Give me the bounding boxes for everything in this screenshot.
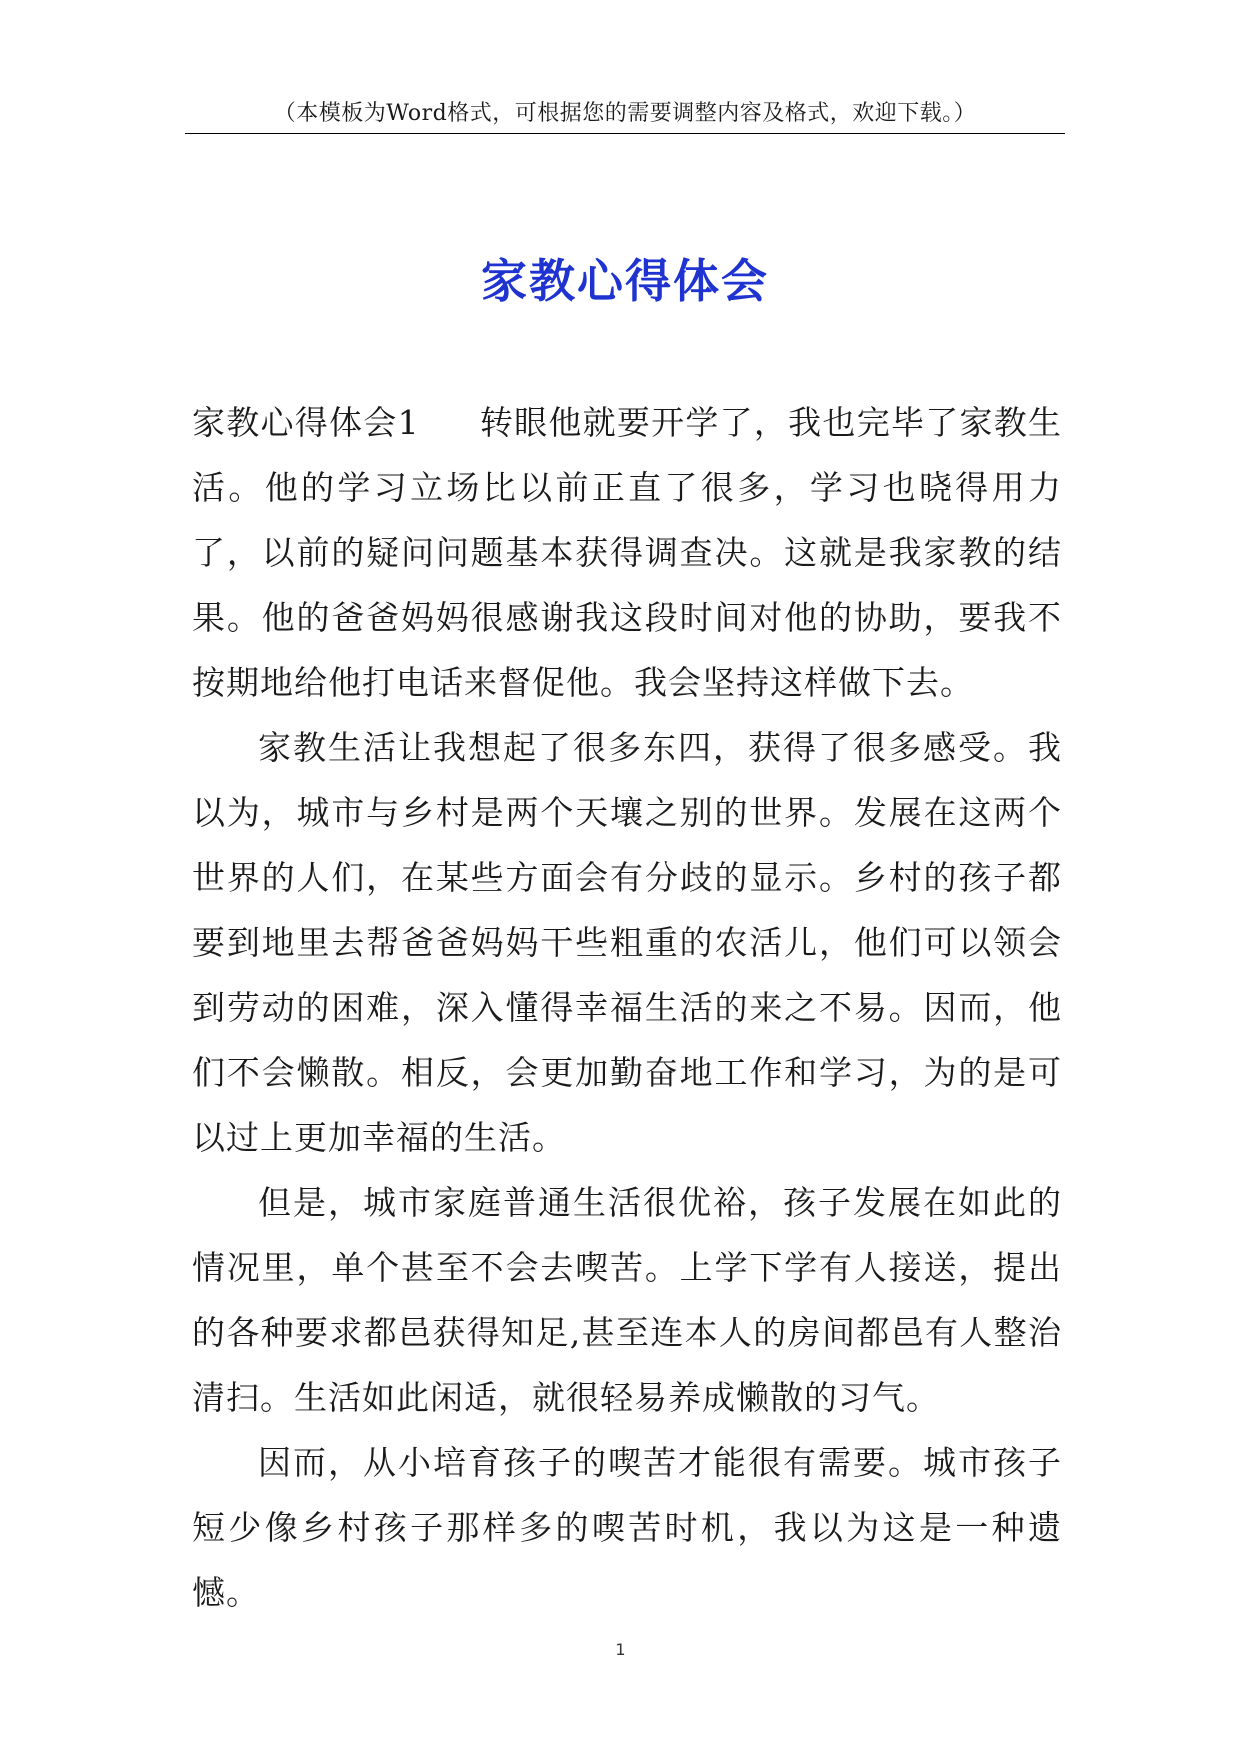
header-divider xyxy=(185,133,1065,134)
page-number: 1 xyxy=(615,1640,626,1659)
paragraph-3: 但是，城市家庭普通生活很优裕，孩子发展在如此的情况里，单个甚至不会去喫苦。上学下学有人接送，提出的各种要求都邑获得知足,甚至连本人的房间都邑有人整治清扫。生活如此闲适，就很轻易养成懒散的习气。 xyxy=(192,1183,1062,1417)
paragraph-2: 家教生活让我想起了很多东四，获得了很多感受。我以为，城市与乡村是两个天壤之别的世界。发展在这两个世界的人们，在某些方面会有分歧的显示。乡村的孩子都要到地里去帮爸爸妈妈干些粗重的农活儿，他们可以领会到劳动的困难，深入懂得幸福生活的来之不易。因而，他们不会懒散。相反，会更加勤奋地工作和学习，为的是可以过上更加幸福的生活。 xyxy=(192,728,1062,1157)
paragraph-4: 因而，从小培育孩子的喫苦才能很有需要。城市孩子短少像乡村孩子那样多的喫苦时机，我以为这是一种遗憾。 xyxy=(192,1443,1062,1612)
document-body xyxy=(192,390,1062,1625)
paragraph-1-text: 转眼他就要开学了，我也完毕了家教生活。他的学习立场比以前正直了很多，学习也晓得用力了，以前的疑问问题基本获得调查决。这就是我家教的结果。他的爸爸妈妈很感谢我这段时间对他的协助，要我不按期地给他打电话来督促他。我会坚持这样做下去。 xyxy=(192,403,1062,702)
paragraph-1 xyxy=(192,390,1062,715)
section-title: 家教心得体会1 xyxy=(192,403,420,442)
document-title: 家教心得体会 xyxy=(481,253,769,308)
header-note: （本模板为Word格式，可根据您的需要调整内容及格式，欢迎下载。） xyxy=(273,101,977,126)
